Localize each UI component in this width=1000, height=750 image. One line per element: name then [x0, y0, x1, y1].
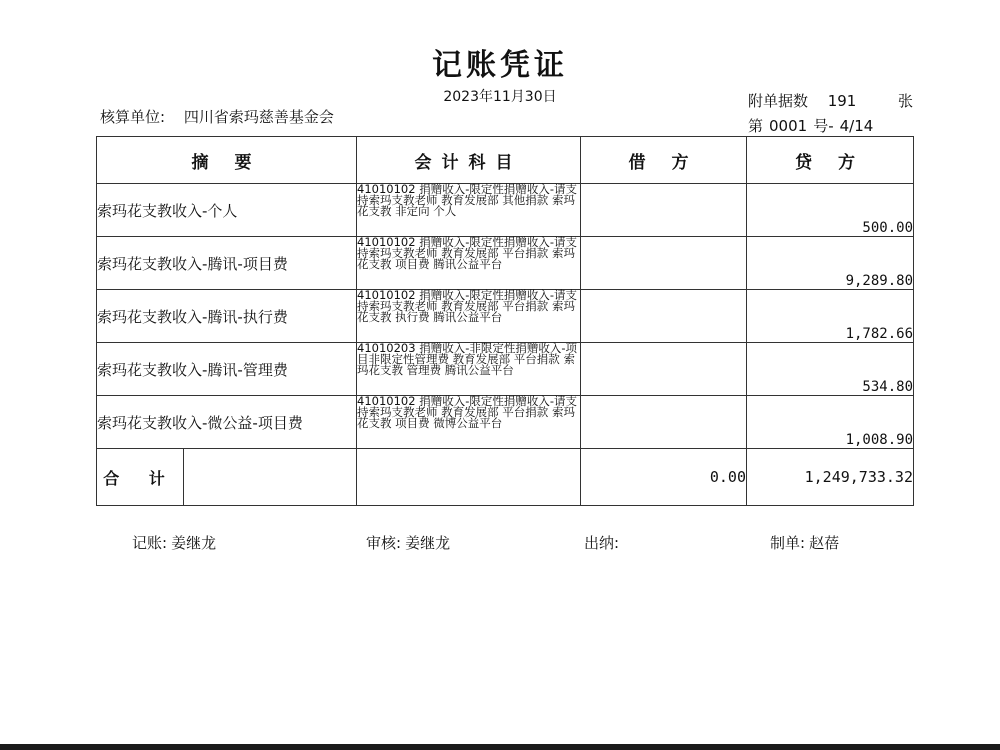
voucher-date: 2023年11月30日 [443, 89, 557, 105]
attachment-unit: 张 [898, 92, 914, 110]
scan-edge [0, 744, 1000, 750]
row-account: 41010102 捐赠收入-限定性捐赠收入-请支持索玛支教老师 教育发展部 其他捐款 索玛花支教 非定向 个人 [357, 184, 581, 237]
row-debit [581, 237, 747, 290]
voucher-suffix: 号- [813, 117, 834, 135]
row-credit: 1,008.90 [747, 396, 914, 449]
row-credit: 534.80 [747, 343, 914, 396]
table-row [97, 184, 914, 237]
total-account-blank [357, 449, 581, 506]
attachment-count [748, 90, 913, 111]
total-label [97, 449, 357, 506]
voucher-prefix: 第 [748, 117, 764, 135]
voucher-number [748, 115, 879, 136]
table-row [97, 237, 914, 290]
row-summary: 索玛花支教收入-腾讯-管理费 [97, 343, 357, 396]
table-row [97, 290, 914, 343]
accounting-unit [100, 106, 334, 127]
row-summary: 索玛花支教收入-腾讯-执行费 [97, 290, 357, 343]
row-credit: 500.00 [747, 184, 914, 237]
accounting-unit-name: 四川省索玛慈善基金会 [183, 108, 334, 126]
row-debit [581, 343, 747, 396]
total-label-cell: 合 计 [97, 449, 184, 505]
header-account: 会计科目 [357, 137, 581, 184]
row-summary: 索玛花支教收入-微公益-项目费 [97, 396, 357, 449]
accounting-unit-label: 核算单位: [100, 108, 166, 126]
row-account: 41010102 捐赠收入-限定性捐赠收入-请支持索玛支教老师 教育发展部 平台捐款 索玛花支教 项目费 腾讯公益平台 [357, 237, 581, 290]
row-account: 41010102 捐赠收入-限定性捐赠收入-请支持索玛支教老师 教育发展部 平台捐款 索玛花支教 项目费 微博公益平台 [357, 396, 581, 449]
row-summary: 索玛花支教收入-腾讯-项目费 [97, 237, 357, 290]
row-debit [581, 290, 747, 343]
total-credit: 1,249,733.32 [747, 449, 914, 506]
bookkeeper-name: 姜继龙 [171, 534, 217, 552]
voucher-title: 记账凭证 [432, 48, 568, 83]
signature-preparer [770, 532, 839, 553]
table-row [97, 343, 914, 396]
voucher-table [96, 136, 914, 506]
header-credit: 贷 方 [747, 137, 914, 184]
total-debit: 0.00 [581, 449, 747, 506]
cashier-label: 出纳: [584, 534, 620, 552]
row-credit: 9,289.80 [747, 237, 914, 290]
total-row [97, 449, 914, 506]
preparer-label: 制单: [770, 534, 806, 552]
bookkeeper-label: 记账: [132, 534, 168, 552]
total-blank-cell [184, 449, 356, 505]
table-header-row [97, 137, 914, 184]
attachment-count-value: 191 [827, 92, 857, 110]
row-summary: 索玛花支教收入-个人 [97, 184, 357, 237]
reviewer-label: 审核: [366, 534, 402, 552]
attachment-label: 附单据数 [748, 92, 809, 110]
row-account: 41010102 捐赠收入-限定性捐赠收入-请支持索玛支教老师 教育发展部 平台捐款 索玛花支教 执行费 腾讯公益平台 [357, 290, 581, 343]
table-row [97, 396, 914, 449]
row-debit [581, 184, 747, 237]
header-summary: 摘 要 [97, 137, 357, 184]
signature-reviewer [366, 532, 450, 553]
signature-bookkeeper [132, 532, 216, 553]
voucher-number-value: 0001 [769, 117, 808, 135]
preparer-name: 赵蓓 [809, 534, 840, 552]
row-account: 41010203 捐赠收入-非限定性捐赠收入-项目非限定性管理费 教育发展部 平台捐款 索玛花支教 管理费 腾讯公益平台 [357, 343, 581, 396]
header-debit: 借 方 [581, 137, 747, 184]
reviewer-name: 姜继龙 [405, 534, 451, 552]
row-credit: 1,782.66 [747, 290, 914, 343]
row-debit [581, 396, 747, 449]
signature-cashier [584, 532, 623, 553]
voucher-page: 4/14 [839, 117, 874, 135]
